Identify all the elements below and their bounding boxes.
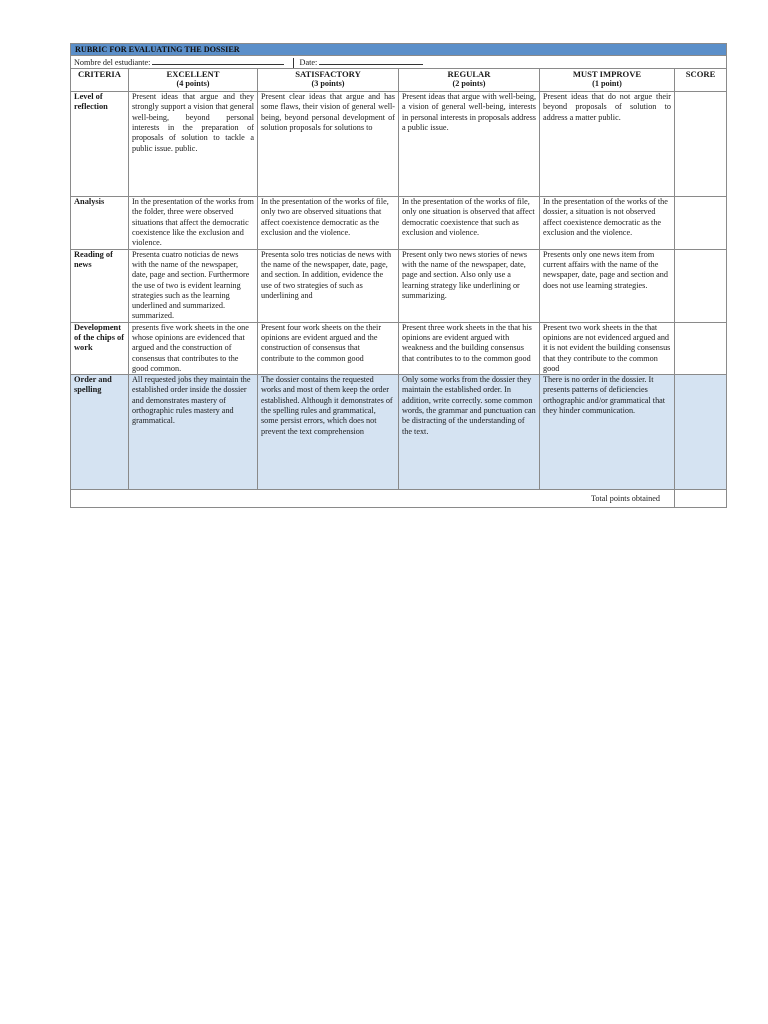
score-cell[interactable]	[675, 92, 727, 197]
divider	[293, 58, 294, 68]
header-score: SCORE	[675, 69, 727, 92]
excellent-cell: All requested jobs they maintain the established order inside the dossier and demonstrates mastery of orthographic rules mastery and grammatical.	[129, 375, 258, 490]
must-improve-cell: There is no order in the dossier. It presents patterns of deficiencies orthographic and/or grammatical that they hinder communication.	[540, 375, 675, 490]
criterion-cell: Order and spelling	[71, 375, 129, 490]
criterion-cell: Level of reflection	[71, 92, 129, 197]
date-field[interactable]	[319, 56, 423, 65]
score-cell[interactable]	[675, 249, 727, 322]
title-row	[71, 44, 727, 56]
satisfactory-cell: In the presentation of the works of file, only two are observed situations that affect coexistence democratic as the exclusion and the violence.	[258, 197, 399, 249]
regular-cell: Present only two news stories of news with the name of the newspaper, date, page and section. Also only use a learning strategy like underlining or summarizing.	[399, 249, 540, 322]
must-improve-cell: In the presentation of the works of the dossier, a situation is not observed affect coexistence democratic as the exclusion and the violence.	[540, 197, 675, 249]
header-excellent: EXCELLENT (4 points)	[129, 69, 258, 92]
student-info-cell	[71, 56, 727, 69]
header-regular: REGULAR (2 points)	[399, 69, 540, 92]
header-row	[71, 69, 727, 92]
table-row	[71, 197, 727, 249]
header-must-improve: MUST IMPROVE (1 point)	[540, 69, 675, 92]
criterion-cell: Development of the chips of work	[71, 322, 129, 374]
excellent-cell: presents five work sheets in the one whose opinions are evidenced that argued and the construction of consensus that contributes to the good common.	[129, 322, 258, 374]
table-row	[71, 375, 727, 490]
score-cell[interactable]	[675, 375, 727, 490]
regular-cell: Only some works from the dossier they maintain the established order. In addition, write correctly. some common words, the grammar and punctuation can be distracting of the understanding of the text.	[399, 375, 540, 490]
header-satisfactory: SATISFACTORY (3 points)	[258, 69, 399, 92]
header-criteria: CRITERIA	[71, 69, 129, 92]
must-improve-cell: Presents only one news item from current affairs with the name of the newspaper, date, page and section and does not use learning strategies.	[540, 249, 675, 322]
satisfactory-cell: Present clear ideas that argue and has some flaws, their vision of general well-being, beyond personal development of solution proposals for solutions to	[258, 92, 399, 197]
score-cell[interactable]	[675, 322, 727, 374]
excellent-cell: Presenta cuatro noticias de news with the name of the newspaper, date, page and section. Furthermore the use of two is evident learning strategies such as the learning underlined and summarized. summarized.	[129, 249, 258, 322]
student-info-row	[71, 56, 727, 69]
criterion-cell: Analysis	[71, 197, 129, 249]
table-row	[71, 92, 727, 197]
satisfactory-cell: The dossier contains the requested works and most of them keep the order established. Although it demonstrates of the spelling rules and grammatical, some persist errors, which does not prevent the text comprehension	[258, 375, 399, 490]
student-name-field[interactable]	[152, 56, 284, 65]
regular-cell: Present three work sheets in the that his opinions are evident argued with weakness and the building consensus that contributes to to the common good	[399, 322, 540, 374]
must-improve-cell: Present ideas that do not argue their beyond proposals of solution to address a matter public.	[540, 92, 675, 197]
rubric-title: RUBRIC FOR EVALUATING THE DOSSIER	[71, 44, 727, 56]
criterion-cell: Reading of news	[71, 249, 129, 322]
table-row	[71, 322, 727, 374]
satisfactory-cell: Present four work sheets on the their opinions are evident argued and the construction of consensus that contribute to the common good	[258, 322, 399, 374]
excellent-cell: In the presentation of the works from the folder, three were observed situations that affect the democratic coexistence like the exclusion and violence.	[129, 197, 258, 249]
satisfactory-cell: Presenta solo tres noticias de news with the name of the newspaper, date, page, and section. In addition, evidence the use of two strategies of such as underlining and	[258, 249, 399, 322]
table-row	[71, 249, 727, 322]
must-improve-cell: Present two work sheets in the that opinions are not evidenced argued and it is not evident the building consensus that they contribute to the common good	[540, 322, 675, 374]
excellent-cell: Present ideas that argue and they strongly support a vision that general well-being, beyond personal interests in the preparation of proposals of solution to tackle a public issue. public.	[129, 92, 258, 197]
date-label: Date:	[299, 58, 318, 67]
score-cell[interactable]	[675, 197, 727, 249]
regular-cell: In the presentation of the works of file, only one situation is observed that affect democratic coexistence that such as exclusion and violence.	[399, 197, 540, 249]
total-row	[71, 490, 727, 508]
total-points-label: Total points obtained	[71, 490, 675, 508]
student-name-label: Nombre del estudiante:	[74, 58, 151, 67]
rubric-table	[70, 43, 727, 508]
regular-cell: Present ideas that argue with well-being, a vision of general well-being, interests in personal interests in proposals address a public issue.	[399, 92, 540, 197]
total-score-cell[interactable]	[675, 490, 727, 508]
